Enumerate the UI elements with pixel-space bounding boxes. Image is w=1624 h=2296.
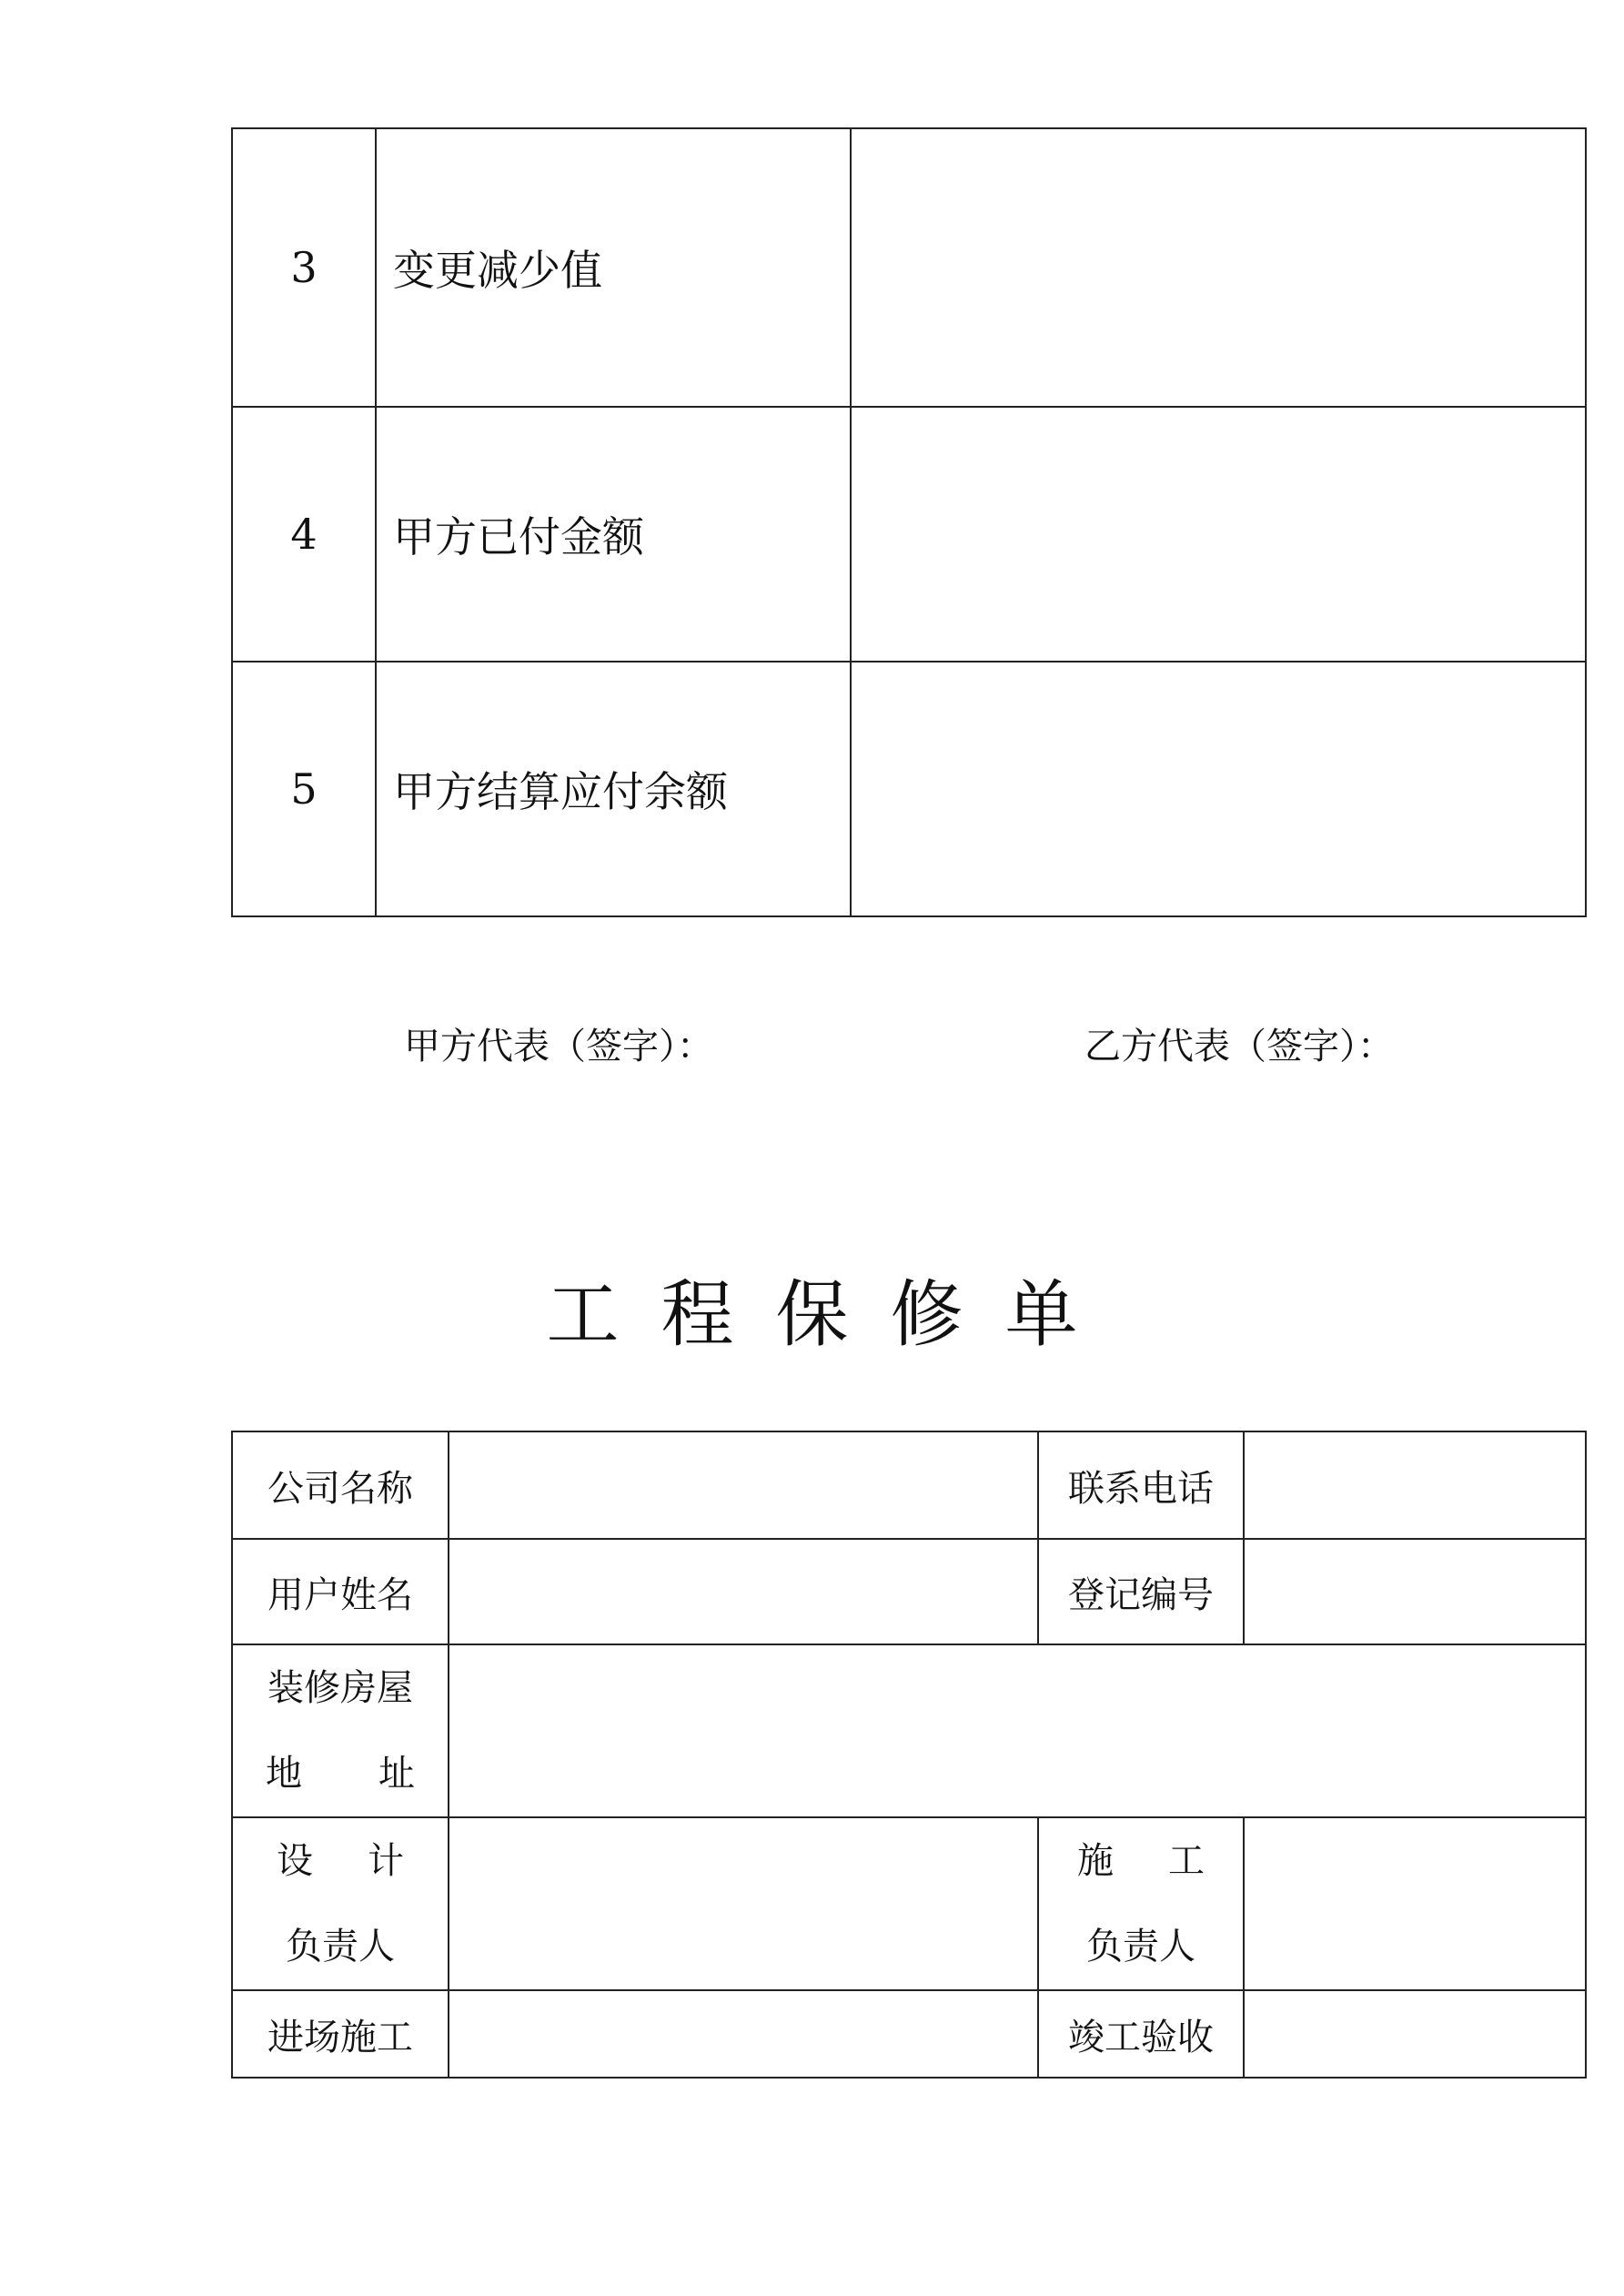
address-label-char2: 址 [378,1753,415,1795]
registration-field[interactable] [1244,1539,1586,1644]
party-a-signature: 甲方代表（签字）： [404,1026,713,1067]
value-cell[interactable] [851,128,1586,407]
row-number: 4 [232,407,376,662]
value-cell[interactable] [851,662,1586,916]
address-label [232,1644,449,1817]
entry-date-label: 进场施工 [232,1990,449,2078]
item-label: 甲方结算应付余额 [376,662,851,916]
settlement-table [231,127,1587,917]
address-label-line2 [233,1731,448,1816]
user-name-label: 用户姓名 [232,1539,449,1644]
party-b-signature: 乙方代表（签字）： [1084,1026,1394,1067]
construction-label-line1 [1039,1818,1243,1904]
table-row [232,407,1586,662]
table-row [232,1817,1586,1990]
phone-label: 联系电话 [1038,1431,1244,1539]
design-label-char2: 计 [368,1840,404,1882]
warranty-table [231,1431,1587,2079]
construction-label-line2: 负责人 [1086,1926,1195,1967]
completion-field[interactable] [1244,1990,1586,2078]
construction-lead-label [1038,1817,1244,1990]
table-row [232,1644,1586,1817]
row-number: 3 [232,128,376,407]
item-label: 变更减少值 [376,128,851,407]
construction-label-char1: 施 [1077,1840,1114,1882]
construction-label-char2: 工 [1168,1840,1205,1882]
value-cell[interactable] [851,407,1586,662]
address-label-line1: 装修房屋 [267,1667,413,1709]
design-label-line1 [233,1818,448,1904]
company-label: 公司名称 [232,1431,449,1539]
item-label: 甲方已付金额 [376,407,851,662]
table-row [232,1539,1586,1644]
entry-date-field[interactable] [449,1990,1038,2078]
table-row [232,1990,1586,2078]
user-name-field[interactable] [449,1539,1038,1644]
address-field[interactable] [449,1644,1586,1817]
design-lead-label [232,1817,449,1990]
construction-lead-field[interactable] [1244,1817,1586,1990]
table-row [232,128,1586,407]
design-lead-field[interactable] [449,1817,1038,1990]
row-number: 5 [232,662,376,916]
address-label-char1: 地 [266,1753,302,1795]
page-title: 工程保修单 [546,1272,1120,1357]
company-field[interactable] [449,1431,1038,1539]
table-row [232,662,1586,916]
phone-field[interactable] [1244,1431,1586,1539]
design-label-line2: 负责人 [286,1926,395,1967]
design-label-char1: 设 [277,1840,313,1882]
completion-label: 竣工验收 [1038,1990,1244,2078]
table-row [232,1431,1586,1539]
registration-label: 登记编号 [1038,1539,1244,1644]
